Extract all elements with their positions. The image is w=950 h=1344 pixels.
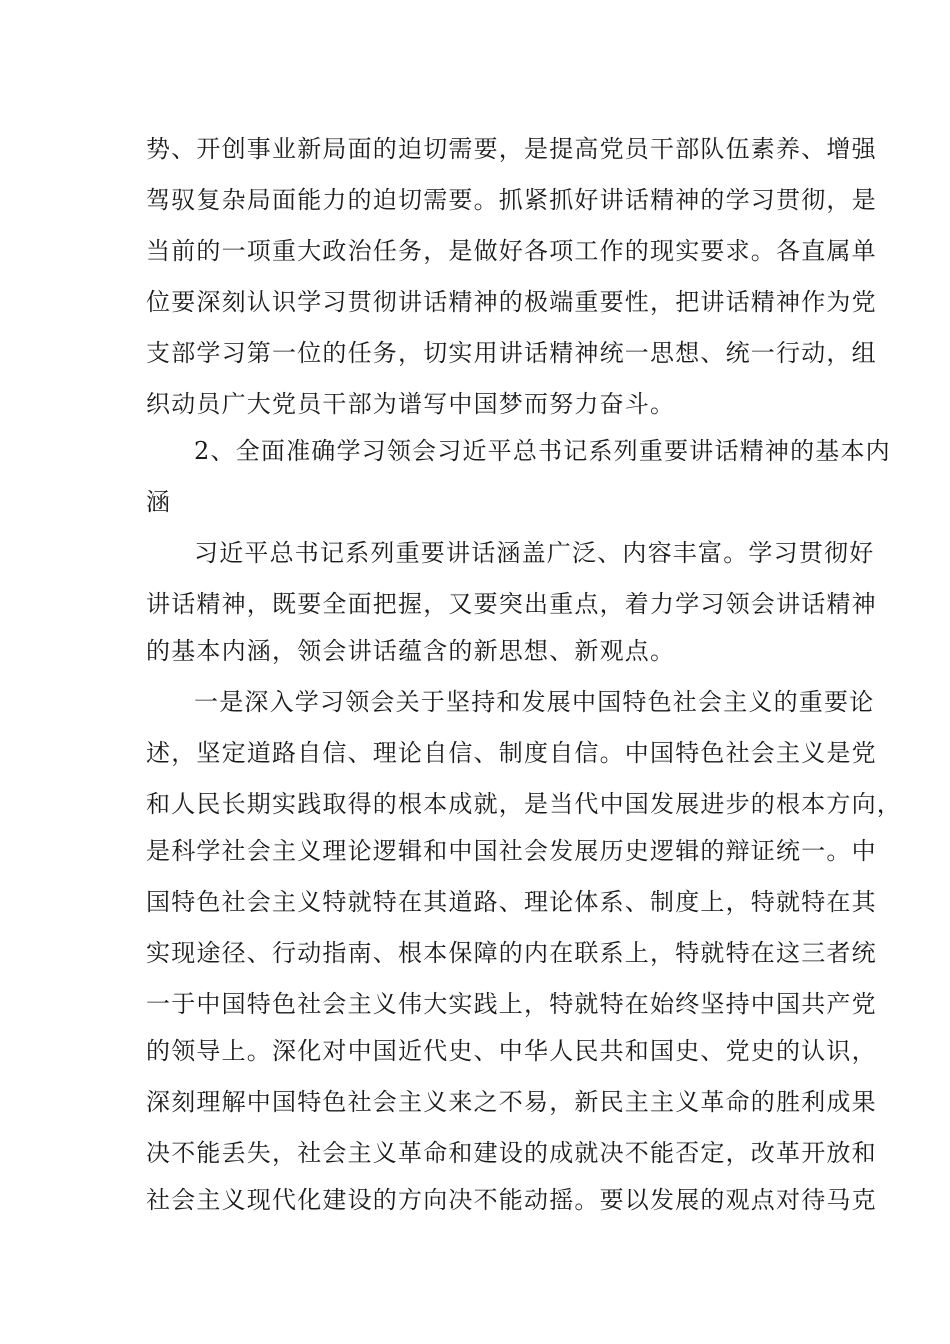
text-line: 决不能丢失，社会主义革命和建设的成就决不能否定，改革开放和 <box>146 1139 877 1167</box>
section-heading-line: 2、全面准确学习领会习近平总书记系列重要讲话精神的基本内 <box>194 437 891 465</box>
text-line: 实现途径、行动指南、根本保障的内在联系上，特就特在这三者统 <box>146 939 877 967</box>
text-line: 一于中国特色社会主义伟大实践上，特就特在始终坚持中国共产党 <box>146 990 877 1018</box>
text-line: 述，坚定道路自信、理论自信、制度自信。中国特色社会主义是党 <box>146 739 877 767</box>
text-line: 深刻理解中国特色社会主义来之不易，新民主主义革命的胜利成果 <box>146 1088 877 1116</box>
text-line: 习近平总书记系列重要讲话涵盖广泛、内容丰富。学习贯彻好 <box>194 539 875 567</box>
text-line: 一是深入学习领会关于坚持和发展中国特色社会主义的重要论 <box>194 688 875 716</box>
text-line: 社会主义现代化建设的方向决不能动摇。要以发展的观点对待马克 <box>146 1186 877 1214</box>
text-line: 国特色社会主义特就特在其道路、理论体系、制度上，特就特在其 <box>146 888 877 916</box>
text-line: 织动员广大党员干部为谱写中国梦而努力奋斗。 <box>146 390 676 418</box>
text-line: 位要深刻认识学习贯彻讲话精神的极端重要性，把讲话精神作为党 <box>146 288 877 316</box>
text-line: 讲话精神，既要全面把握，又要突出重点，着力学习领会讲话精神 <box>146 590 877 618</box>
text-line: 是科学社会主义理论逻辑和中国社会发展历史逻辑的辩证统一。中 <box>146 837 877 865</box>
text-line: 当前的一项重大政治任务，是做好各项工作的现实要求。各直属单 <box>146 237 877 265</box>
text-line: 支部学习第一位的任务，切实用讲话精神统一思想、统一行动，组 <box>146 339 877 367</box>
text-line: 的领导上。深化对中国近代史、中华人民共和国史、党史的认识， <box>146 1037 877 1065</box>
text-line: 势、开创事业新局面的迫切需要，是提高党员干部队伍素养、增强 <box>146 135 877 163</box>
text-line: 驾驭复杂局面能力的迫切需要。抓紧抓好讲话精神的学习贯彻，是 <box>146 186 877 214</box>
section-heading-line: 涵 <box>146 488 172 516</box>
text-line: 和人民长期实践取得的根本成就，是当代中国发展进步的根本方向， <box>146 790 902 818</box>
text-line: 的基本内涵，领会讲话蕴含的新思想、新观点。 <box>146 637 676 665</box>
